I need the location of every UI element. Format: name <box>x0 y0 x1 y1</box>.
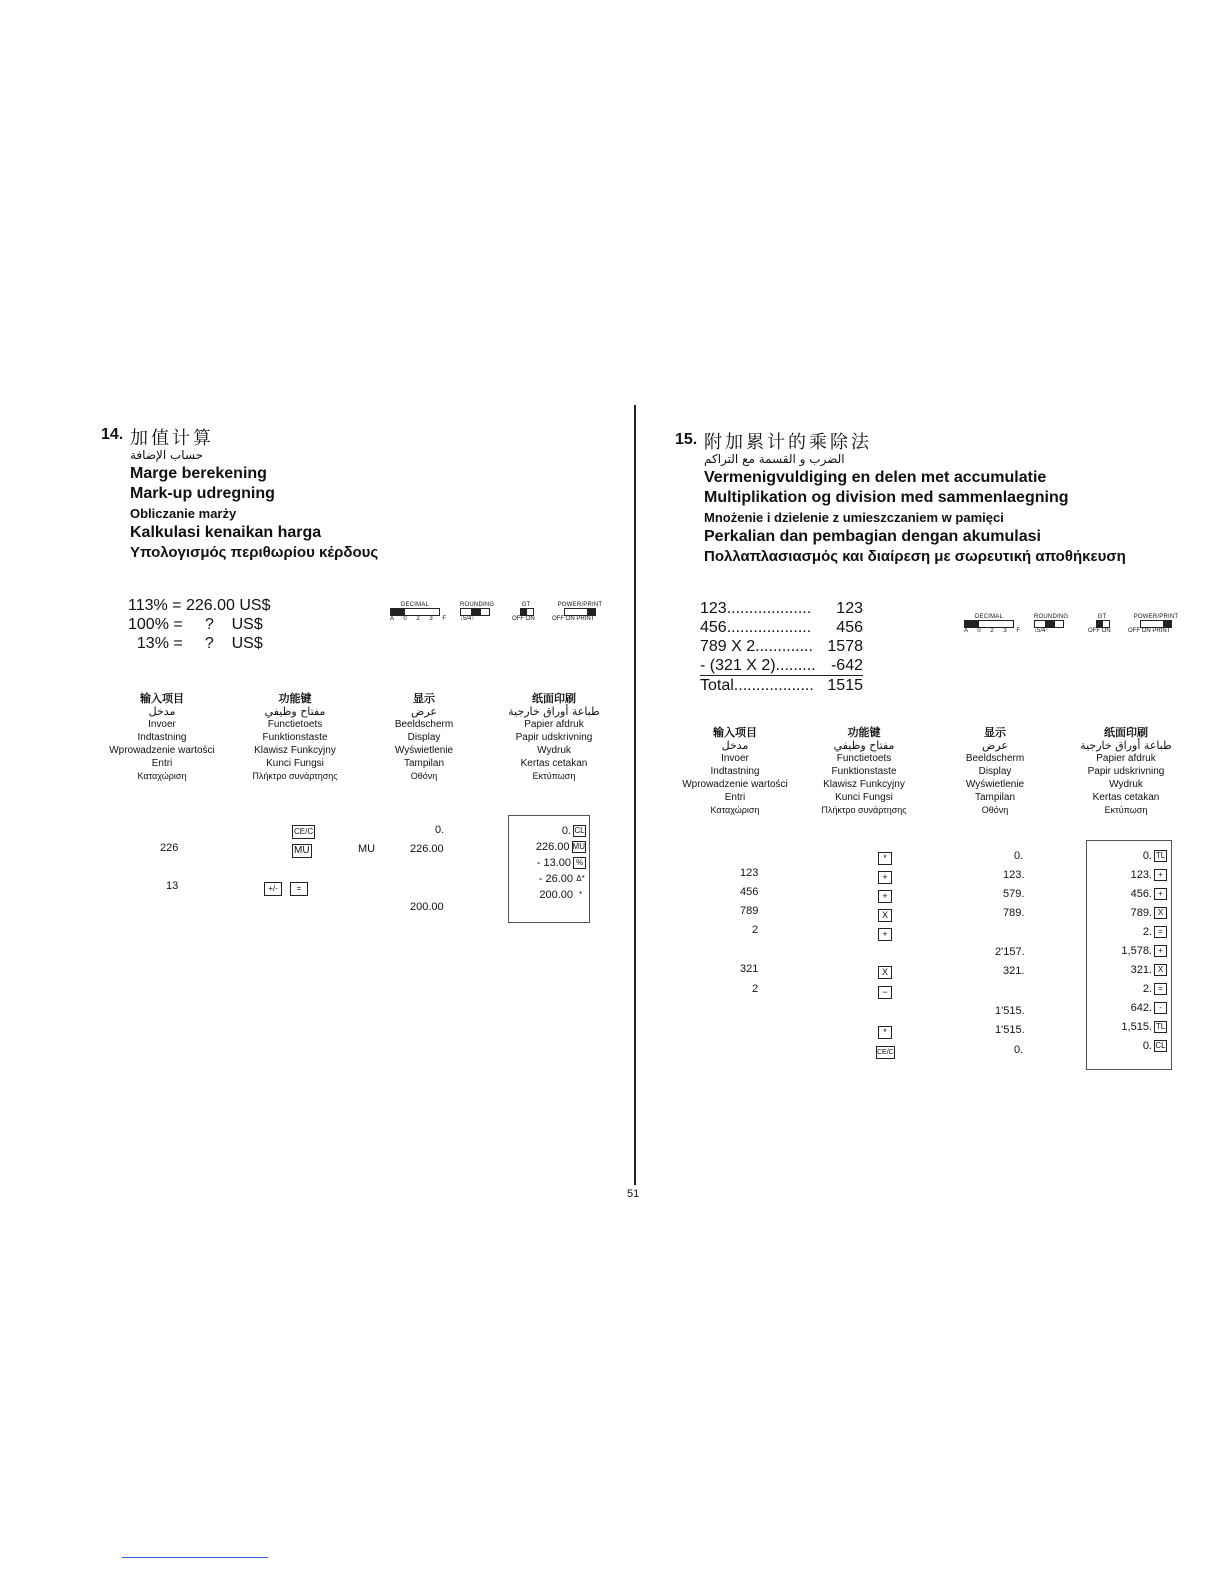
rounding-switch: ROUNDING ↓5/4↑ <box>1034 614 1069 634</box>
section-title-id: Kalkulasi kenaikan harga <box>130 524 322 541</box>
tape-line: 200.00 * <box>539 889 583 902</box>
column-header-display: 显示 عرض Beeldscherm Display Wyświetlenie Tampilan Οθόνη <box>394 692 454 781</box>
display-value: 579. <box>1003 888 1025 900</box>
problem-row: 789 X 2............. 1578 <box>700 638 863 655</box>
section-title-nl: Vermenigvuldiging en delen met accumulatie <box>704 469 1047 486</box>
key-mu: MU <box>294 845 310 856</box>
decimal-switch: DECIMAL A 0 2 3 F <box>390 602 451 622</box>
display-value: 0. <box>1014 850 1024 862</box>
tape-line: 0. TL <box>1142 850 1166 862</box>
problem-line: 113% = 226.00 US$ <box>128 597 271 614</box>
column-header-print: 纸面印刷 طباعة أوراق خارجية Papier afdruk Papir udskrivning Wydruk Kertas cetakan Εκτύπωση <box>1080 726 1172 815</box>
section-title-el: Υπολογισμός περιθωρίου κέρδους <box>130 544 379 561</box>
section-title-zh: 加值计算 <box>130 428 214 449</box>
problem-row: Total.................. 1515 <box>700 677 863 694</box>
input-value: 456 <box>740 886 759 898</box>
tape-line: 642. - <box>1087 1002 1171 1021</box>
section-title-da: Mark-up udregning <box>130 485 275 502</box>
column-header-input: 输入项目 مدخل Invoer Indtastning Wprowadzenie wartości Entri Καταχώριση <box>109 692 215 781</box>
decimal-switch: DECIMAL A 0 2 3 F <box>964 614 1025 634</box>
input-value: 321 <box>740 963 759 975</box>
problem-row: 456................... 456 <box>700 619 863 636</box>
section-title-pl: Mnożenie i dzielenie z umieszczaniem w pamięci <box>704 510 1004 525</box>
display-value: 321. <box>1003 965 1025 977</box>
tape-line: - 13.00 % <box>509 857 589 869</box>
problem-table <box>700 599 863 695</box>
key-plus: + <box>878 886 892 904</box>
tape-line: 456. + <box>1087 888 1171 907</box>
key-plus-minus: +/- <box>264 878 282 896</box>
problem-row: - (321 X 2)......... -642 <box>700 657 863 674</box>
display-value: 226.00 <box>410 843 444 855</box>
tape-line: 2. = <box>1087 926 1171 945</box>
section-title-id: Perkalian dan pembagian dengan akumulasi <box>704 528 1041 545</box>
power-print-switch: POWER/PRINT OFF ON PRINT <box>552 602 603 622</box>
tape-line: 321. X <box>1087 964 1171 983</box>
section-title-pl: Obliczanie marży <box>130 506 237 521</box>
page-gutter-line <box>634 405 636 1185</box>
key-equals: = <box>290 878 308 896</box>
problem-line: 13% = ? US$ <box>128 635 263 652</box>
tape-line: 1,578. + <box>1087 945 1171 964</box>
tape-line: - 26.00 Δ* <box>538 873 585 886</box>
section-title-ar: حساب الإضافة <box>130 448 204 462</box>
section-title-ar: الضرب و القسمة مع التراكم <box>704 452 845 466</box>
column-header-input: 输入项目 مدخل Invoer Indtastning Wprowadzenie wartości Entri Καταχώριση <box>682 726 788 815</box>
rounding-switch: ROUNDING ↓5/4↑ <box>460 602 495 622</box>
column-header-function: 功能键 مفتاح وظيفي Functietoets Funktionstaste Klawisz Funkcyjny Kunci Fungsi Πλήκτρο συνάρτησης <box>252 692 338 781</box>
key-minus: − <box>878 982 892 1000</box>
display-value: 1'515. <box>995 1024 1025 1036</box>
footer-rule <box>122 1557 268 1558</box>
section-title-da: Multiplikation og division med sammenlaegning <box>704 489 1069 506</box>
section-title-zh: 附加累计的乘除法 <box>704 432 872 453</box>
key-star: * <box>878 1022 892 1040</box>
display-value: 2'157. <box>995 946 1025 958</box>
key-plus: + <box>878 924 892 942</box>
key-cec: CE/C <box>292 821 315 839</box>
input-value: 2 <box>752 983 759 995</box>
section-title-el: Πολλαπλασιασμός και διαίρεση με σωρευτική αποθήκευση <box>704 548 1126 565</box>
section-title-nl: Marge berekening <box>130 465 267 482</box>
key-plus: + <box>878 867 892 885</box>
tape-line: 1,515. TL <box>1121 1021 1166 1033</box>
print-tape <box>1086 840 1172 1070</box>
column-header-function: 功能键 مفتاح وظيفي Functietoets Funktionstaste Klawisz Funkcyjny Kunci Fungsi Πλήκτρο συνάρτησης <box>821 726 907 815</box>
input-value: 13 <box>166 880 179 892</box>
key-multiply: X <box>878 905 892 923</box>
key-multiply: X <box>878 962 892 980</box>
print-tape <box>508 815 590 923</box>
tape-line: 226.00 MU <box>535 841 585 854</box>
input-value: 2 <box>752 924 759 936</box>
display-value: 789. <box>1003 907 1025 919</box>
column-header-display: 显示 عرض Beeldscherm Display Wyświetlenie Tampilan Οθόνη <box>965 726 1025 815</box>
tape-line: 789. X <box>1087 907 1171 926</box>
key-star: * <box>878 848 892 866</box>
key-cec: CE/C <box>876 1041 895 1059</box>
display-value: 0. <box>435 824 445 836</box>
page-number: 51 <box>627 1188 640 1200</box>
display-value: 123. <box>1003 869 1025 881</box>
problem-line: 100% = ? US$ <box>128 616 263 633</box>
display-value: 0. <box>1014 1044 1024 1056</box>
section-number: 15. <box>675 431 698 448</box>
input-value: 789 <box>740 905 759 917</box>
input-value: 226 <box>160 842 179 854</box>
key-extra: MU <box>358 843 376 855</box>
display-value: 200.00 <box>410 901 444 913</box>
problem-row: 123................... 123 <box>700 600 863 617</box>
tape-line: 123. + <box>1087 869 1171 888</box>
display-value: 1'515. <box>995 1005 1025 1017</box>
gt-switch: GT OFF ON <box>1088 614 1111 634</box>
section-number: 14. <box>101 426 124 443</box>
input-value: 123 <box>740 867 759 879</box>
column-header-print: 纸面印刷 طباعة أوراق خارجية Papier afdruk Papir udskrivning Wydruk Kertas cetakan Εκτύπωση <box>508 692 600 781</box>
power-print-switch: POWER/PRINT OFF ON PRINT <box>1128 614 1179 634</box>
tape-line: 0. CL <box>561 825 585 837</box>
tape-line: 0. CL <box>1142 1040 1166 1052</box>
gt-switch: GT OFF ON <box>512 602 535 622</box>
tape-line: 2. = <box>1087 983 1171 1002</box>
